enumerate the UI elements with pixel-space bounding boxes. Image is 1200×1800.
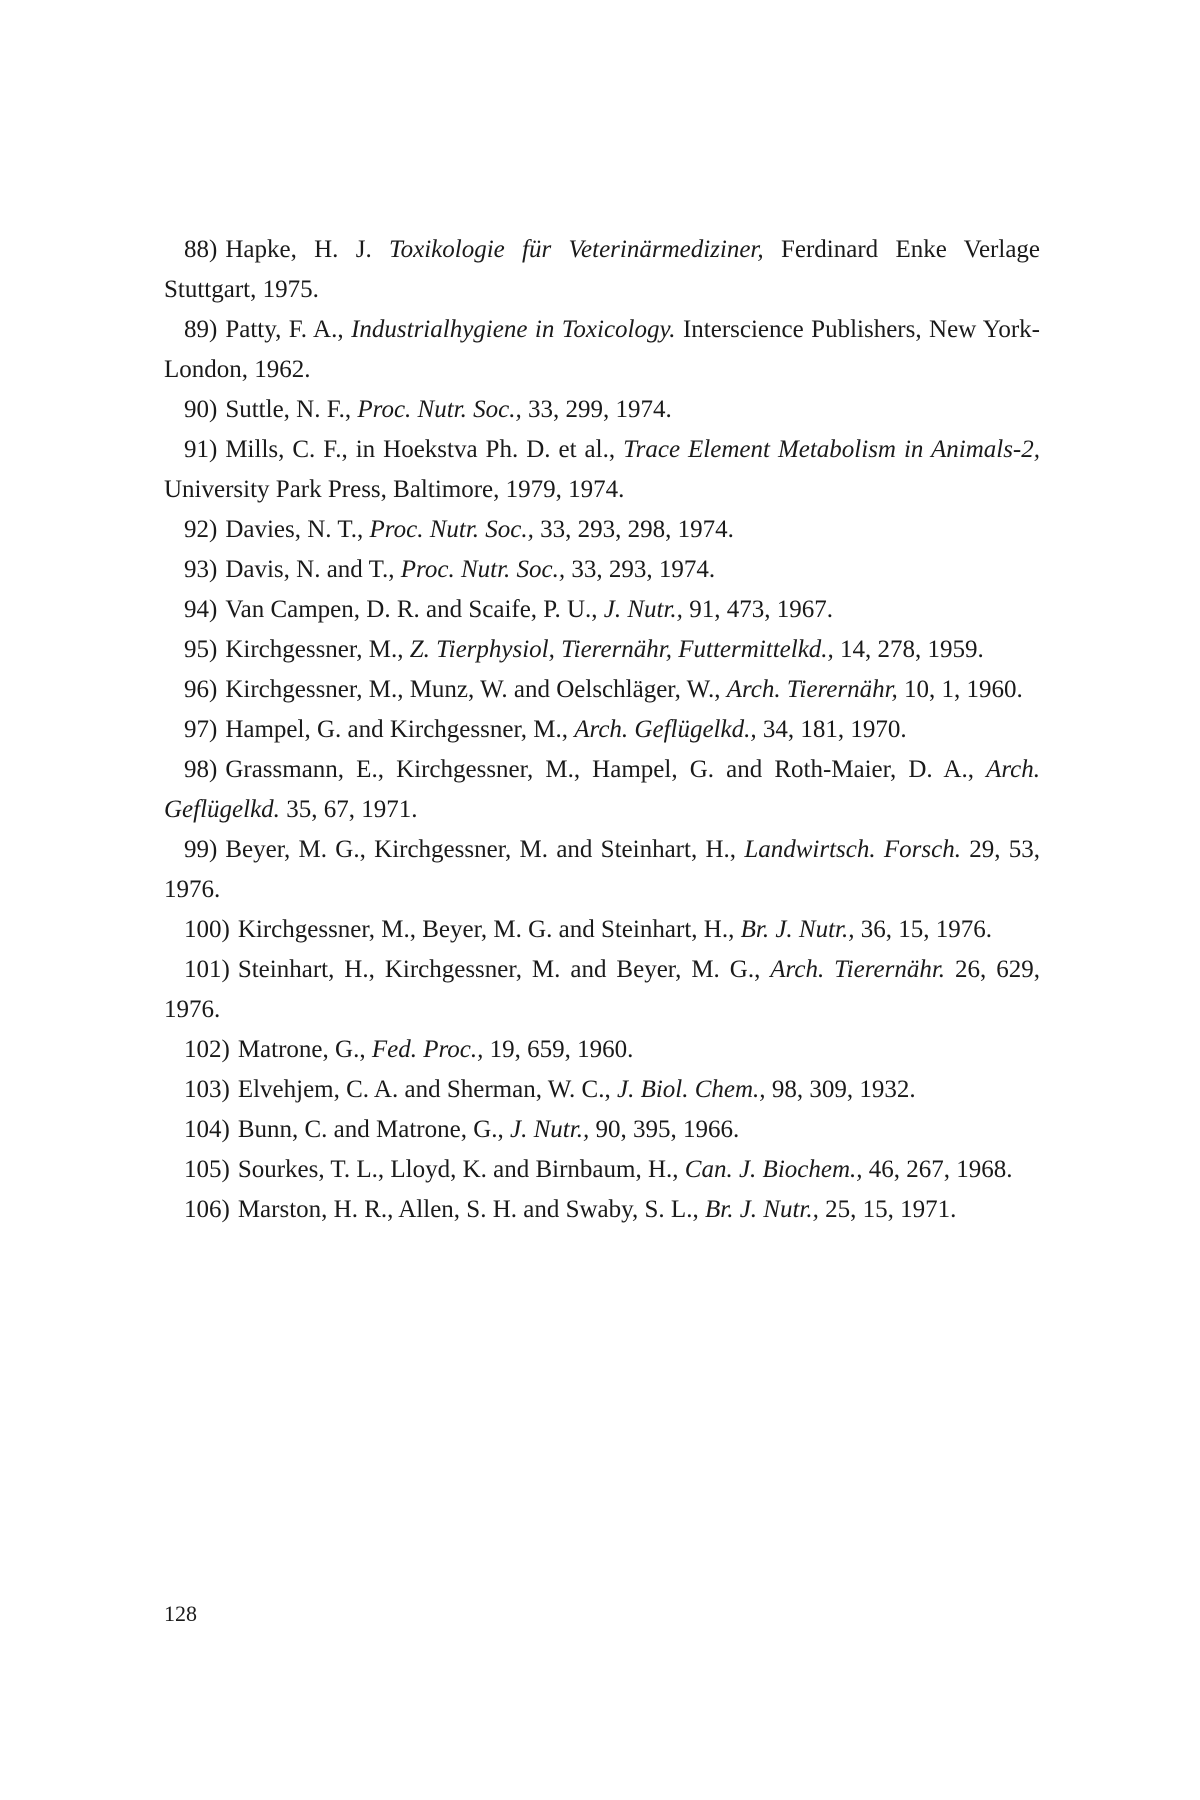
reference-item: [164, 1150, 1040, 1190]
reference-text: Patty, F. A.,: [225, 316, 352, 343]
reference-item: [164, 670, 1040, 710]
reference-text: 36, 15, 1976.: [854, 916, 992, 943]
reference-text: Kirchgessner, M., Munz, W. and Oelschläger, W.,: [225, 676, 727, 703]
reference-text: 34, 181, 1970.: [756, 716, 907, 743]
reference-text: Matrone, G.,: [237, 1036, 372, 1063]
reference-item: [164, 230, 1040, 310]
reference-title: J. Biol. Chem.,: [616, 1076, 766, 1103]
reference-number: 101): [184, 956, 230, 983]
reference-item: [164, 1070, 1040, 1110]
reference-number: 103): [184, 1076, 230, 1103]
reference-text: Davis, N. and T.,: [225, 556, 401, 583]
reference-item: [164, 310, 1040, 390]
reference-number: 99): [184, 836, 218, 863]
reference-text: Elvehjem, C. A. and Sherman, W. C.,: [237, 1076, 617, 1103]
reference-number: 106): [184, 1196, 230, 1223]
reference-list: [164, 230, 1040, 1230]
reference-text: 26, 629, 1976.: [164, 956, 1040, 1023]
reference-text: 29, 53, 1976.: [164, 836, 1041, 903]
reference-title: Fed. Proc.,: [371, 1036, 484, 1063]
reference-text: Ferdinard Enke Verlage Stuttgart, 1975.: [164, 236, 1041, 303]
reference-number: 90): [184, 396, 218, 423]
reference-item: [164, 390, 1040, 430]
reference-number: 93): [184, 556, 218, 583]
reference-number: 92): [184, 516, 218, 543]
reference-title: Toxikologie für Veterinärmediziner,: [389, 236, 764, 263]
reference-title: J. Nutr.,: [510, 1116, 590, 1143]
reference-text: Interscience Publishers, New York-London, 1962.: [164, 316, 1041, 383]
reference-text: 90, 395, 1966.: [589, 1116, 740, 1143]
reference-title: Arch. Geflügelkd.,: [574, 716, 757, 743]
reference-text: 25, 15, 1971.: [818, 1196, 957, 1223]
reference-number: 97): [184, 716, 218, 743]
reference-title: Can. J. Biochem.,: [684, 1156, 863, 1183]
reference-text: Suttle, N. F.,: [225, 396, 358, 423]
reference-text: Kirchgessner, M.,: [225, 636, 410, 663]
reference-item: [164, 1110, 1040, 1150]
reference-item: [164, 1030, 1040, 1070]
reference-text: 10, 1, 1960.: [897, 676, 1023, 703]
reference-text: Davies, N. T.,: [225, 516, 370, 543]
reference-text: 35, 67, 1971.: [279, 796, 418, 823]
reference-text: Grassmann, E., Kirchgessner, M., Hampel, G. and Roth-Maier, D. A.,: [225, 756, 987, 783]
reference-text: 33, 293, 298, 1974.: [533, 516, 734, 543]
reference-text: 14, 278, 1959.: [833, 636, 984, 663]
reference-number: 88): [184, 236, 218, 263]
reference-text: 33, 293, 1974.: [565, 556, 716, 583]
reference-text: 91, 473, 1967.: [682, 596, 833, 623]
reference-text: Hampel, G. and Kirchgessner, M.,: [225, 716, 575, 743]
reference-number: 104): [184, 1116, 230, 1143]
reference-number: 96): [184, 676, 218, 703]
reference-text: 98, 309, 1932.: [765, 1076, 916, 1103]
reference-title: Landwirtsch. Forsch.: [744, 836, 961, 863]
reference-item: [164, 630, 1040, 670]
reference-number: 98): [184, 756, 218, 783]
reference-number: 95): [184, 636, 218, 663]
reference-text: 33, 299, 1974.: [521, 396, 672, 423]
reference-title: Proc. Nutr. Soc.,: [357, 396, 522, 423]
page-number: 128: [164, 1601, 197, 1626]
reference-text: Steinhart, H., Kirchgessner, M. and Beyer, M. G.,: [237, 956, 771, 983]
reference-item: [164, 1190, 1040, 1230]
reference-title: Proc. Nutr. Soc.,: [400, 556, 566, 583]
reference-text: University Park Press, Baltimore, 1979, 1974.: [164, 476, 625, 503]
reference-number: 89): [184, 316, 218, 343]
reference-item: [164, 950, 1040, 1030]
reference-text: Bunn, C. and Matrone, G.,: [237, 1116, 511, 1143]
reference-title: Industrialhygiene in Toxicology.: [351, 316, 676, 343]
reference-item: [164, 750, 1040, 830]
reference-text: Marston, H. R., Allen, S. H. and Swaby, S. L.,: [237, 1196, 705, 1223]
reference-text: 46, 267, 1968.: [862, 1156, 1013, 1183]
reference-item: [164, 430, 1040, 510]
reference-title: Z. Tierphysiol, Tierernähr, Futtermittelkd.,: [409, 636, 834, 663]
reference-text: Sourkes, T. L., Lloyd, K. and Birnbaum, H.,: [237, 1156, 685, 1183]
reference-item: [164, 830, 1040, 910]
reference-text: Mills, C. F., in Hoekstva Ph. D. et al.,: [225, 436, 624, 463]
reference-text: Van Campen, D. R. and Scaife, P. U.,: [225, 596, 604, 623]
reference-text: Hapke, H. J.: [225, 236, 390, 263]
reference-title: Br. J. Nutr.,: [704, 1196, 819, 1223]
reference-text: Kirchgessner, M., Beyer, M. G. and Steinhart, H.,: [237, 916, 741, 943]
reference-item: [164, 710, 1040, 750]
reference-title: Arch. Tierernähr.: [770, 956, 946, 983]
reference-item: [164, 510, 1040, 550]
reference-item: [164, 550, 1040, 590]
reference-title: Br. J. Nutr.,: [740, 916, 855, 943]
reference-text: Beyer, M. G., Kirchgessner, M. and Steinhart, H.,: [225, 836, 745, 863]
reference-title: Arch. Tierernähr,: [726, 676, 898, 703]
reference-number: 102): [184, 1036, 230, 1063]
reference-title: Trace Element Metabolism in Animals-2,: [623, 436, 1040, 463]
reference-item: [164, 910, 1040, 950]
reference-title: Arch. Geflügelkd.: [164, 756, 1040, 823]
reference-title: J. Nutr.,: [603, 596, 683, 623]
reference-item: [164, 590, 1040, 630]
reference-number: 105): [184, 1156, 230, 1183]
reference-title: Proc. Nutr. Soc.,: [369, 516, 534, 543]
reference-number: 100): [184, 916, 230, 943]
reference-number: 91): [184, 436, 218, 463]
reference-text: 19, 659, 1960.: [483, 1036, 634, 1063]
reference-number: 94): [184, 596, 218, 623]
